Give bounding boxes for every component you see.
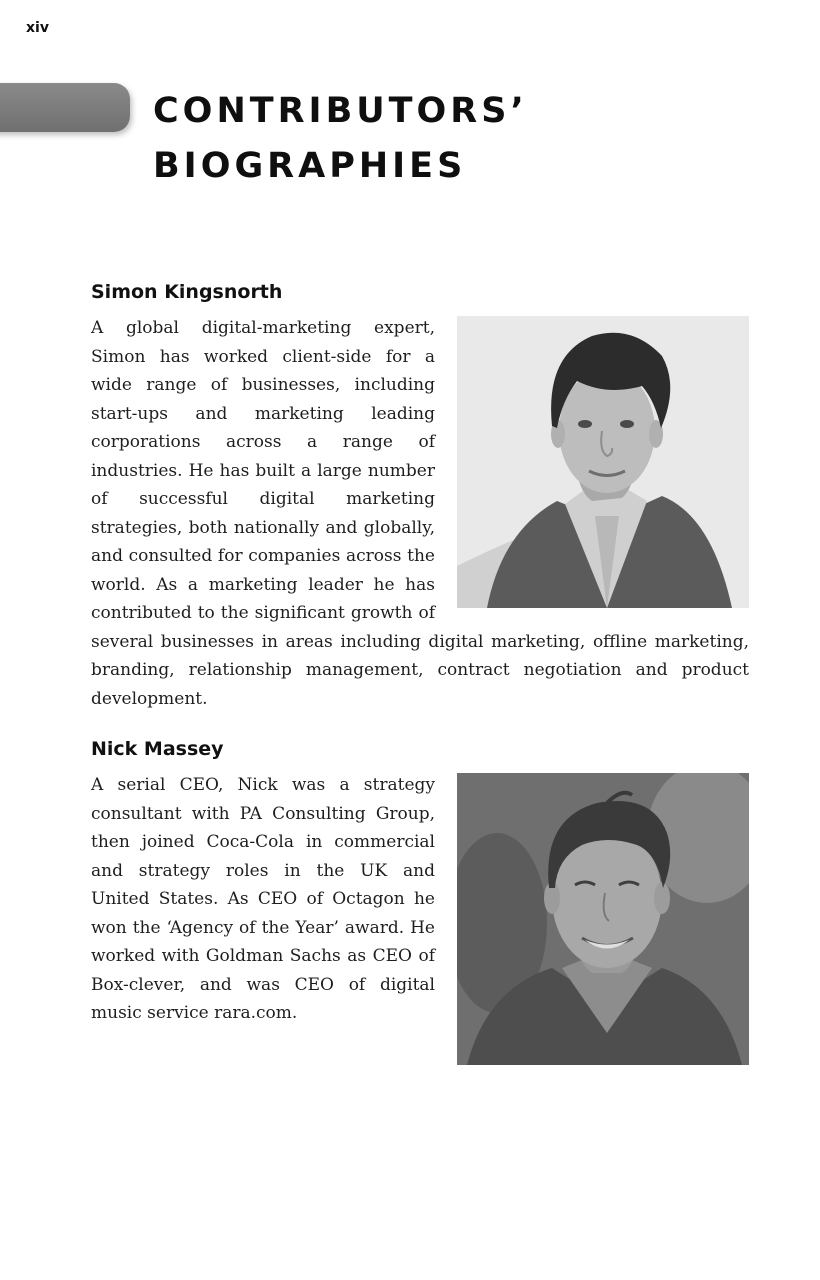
portrait-photo-nick (457, 773, 749, 1065)
bio-simon-kingsnorth (91, 280, 749, 713)
page-number: xiv (26, 20, 49, 36)
page-title-line-2: BIOGRAPHIES (153, 146, 467, 186)
bio-text: A serial CEO, Nick was a strategy consultant with PA Consulting Group, then joined Coca-Cola in commercial and strategy roles in the UK and United States. As CEO of Octagon he won the ‘Agency of the Year’ award. He worked with Goldman Sachs as CEO of Box-clever, and was CEO of digital music service rara.com. (91, 775, 435, 1023)
bio-name: Simon Kingsnorth (91, 281, 283, 303)
page-title (153, 84, 528, 194)
bio-text: A global digital-marketing expert, Simon has worked client-side for a wide range of businesses, including start-ups and marketing leading corporations across a range of industries. He has built a large number of successful digital marketing strategies, both nationally and globally, and consulted for companies across the world. As a marketing leader he has contributed to the significant growth of several businesses in areas including digital marketing, offline marketing, branding, relationship management, contract negotiation and product development. (91, 318, 749, 709)
portrait-photo-simon (457, 316, 749, 608)
bio-nick-massey (91, 737, 749, 1071)
title-tab-decoration (0, 83, 130, 132)
page-title-line-1: CONTRIBUTORS’ (153, 91, 528, 131)
bio-name: Nick Massey (91, 738, 224, 760)
